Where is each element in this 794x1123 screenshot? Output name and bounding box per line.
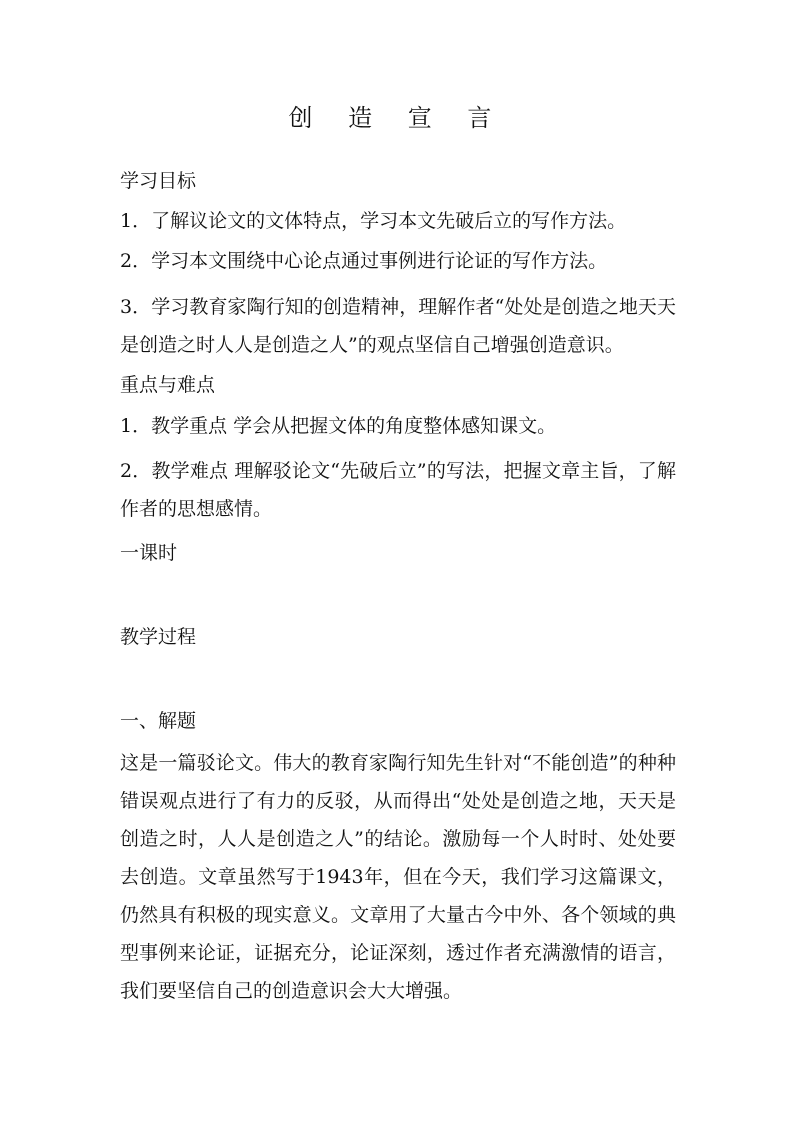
part-one-heading: 一、解题 <box>120 710 197 732</box>
key-point-item-2: 2．教学难点 理解驳论文“先破后立”的写法，把握文章主旨，了解作者的思想感情。 <box>120 460 676 520</box>
part-one-body: 这是一篇驳论文。伟大的教育家陶行知先生针对“不能创造”的种种错误观点进行了有力的反驳，从而得出“处处是创造之地，天天是创造之时，人人是创造之人”的结论。激励每一个人时时、处处要去创造。文章虽然写于1943年，但在今天，我们学习这篇课文，仍然具有积极的现实意义。文章用了大量古今中外、各个领域的典型事例来论证，证据充分，论证深刻，透过作者充满激情的语言，我们要坚信自己的创造意识会大大增强。 <box>120 752 676 1002</box>
class-hours: 一课时 <box>120 542 178 564</box>
teaching-process-heading: 教学过程 <box>120 626 197 648</box>
document-title: 创 造 宣 言 <box>288 104 506 132</box>
key-points-heading: 重点与难点 <box>120 374 216 396</box>
objective-item-3: 3．学习教育家陶行知的创造精神，理解作者“处处是创造之地天天是创造之时人人是创造之人”的观点坚信自己增强创造意识。 <box>120 296 676 356</box>
objective-item-1: 1．了解议论文的文体特点，学习本文先破后立的写作方法。 <box>120 210 627 232</box>
key-point-item-1: 1．教学重点 学会从把握文体的角度整体感知课文。 <box>120 415 557 437</box>
objectives-heading: 学习目标 <box>120 170 197 192</box>
objective-item-2: 2．学习本文围绕中心论点通过事例进行论证的写作方法。 <box>120 250 608 272</box>
